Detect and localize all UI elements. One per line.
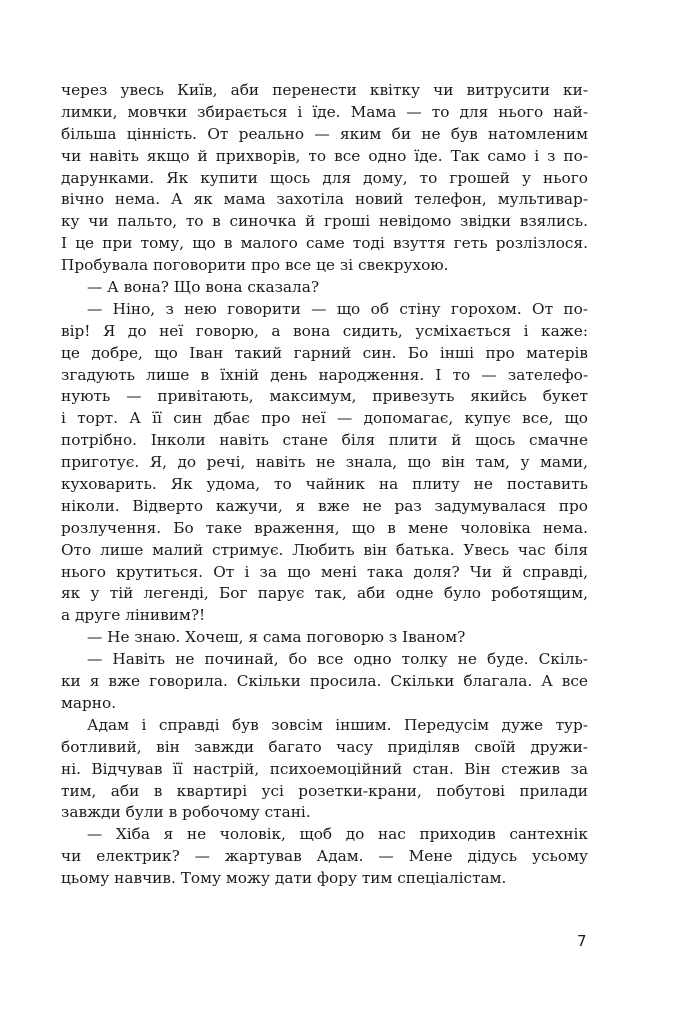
text-line: ки я вже говорила. Скільки просила. Скільки благала. А все	[61, 672, 588, 691]
text-line: як у тій легенді, Бог парує так, аби одне було роботящим,	[61, 584, 588, 603]
text-line: — Хіба я не чоловік, щоб до нас приходив сантехнік	[87, 825, 588, 844]
text-line: Адам і справді був зовсім іншим. Передусім дуже тур-	[87, 715, 588, 734]
text-line: чи навіть якщо й прихворів, то все одно їде. Так само і з по-	[61, 146, 588, 165]
text-line: куховарить. Як удома, то чайник на плиту не поставить	[61, 475, 588, 494]
text-line: марно.	[61, 693, 117, 712]
text-line: — Не знаю. Хочеш, я сама поговорю з Іваном?	[87, 628, 466, 647]
text-line: вічно нема. А як мама захотіла новий телефон, мультивар-	[61, 190, 588, 209]
text-line: більша цінність. От реально — яким би не був натомленим	[61, 124, 588, 143]
text-line: ку чи пальто, то в синочка й гроші невідомо звідки взялись.	[61, 212, 588, 231]
text-line: ні. Відчував її настрій, психоемоційний стан. Він стежив за	[61, 759, 588, 778]
text-line: І це при тому, що в малого саме тоді взуття геть розлізлося.	[61, 234, 588, 253]
text-line: Пробувала поговорити про все це зі свекрухою.	[61, 256, 449, 275]
text-line: чи електрик? — жартував Адам. — Мене дідусь усьому	[61, 847, 588, 866]
text-line: — Ніно, з нею говорити — що об стіну горохом. От по-	[87, 299, 588, 318]
text-line: через увесь Київ, аби перенести квітку чи витрусити ки-	[61, 81, 588, 99]
text-line: ніколи. Відверто кажучи, я вже не раз задумувалася про	[61, 496, 588, 515]
text-line: завжди були в робочому стані.	[61, 803, 311, 822]
text-line: вір! Я до неї говорю, а вона сидить, усміхається і каже:	[61, 321, 588, 340]
text-line: згадують лише в їхній день народження. І то — зателефо-	[61, 365, 588, 384]
text-line: нього крутиться. От і за що мені така доля? Чи й справді,	[61, 562, 588, 581]
text-line: ботливий, він завжди багато часу приділяв своїй дружи-	[61, 737, 588, 756]
text-line: це добре, що Іван такий гарний син. Бо інші про матерів	[61, 343, 588, 362]
page-number: 7	[577, 932, 587, 950]
text-line: а друге лінивим?!	[61, 606, 206, 625]
text-line: і торт. А її син дбає про неї — допомагає, купує все, що	[61, 409, 588, 428]
text-line: — А вона? Що вона сказала?	[87, 278, 320, 297]
text-line: тим, аби в квартирі усі розетки-крани, побутові прилади	[61, 781, 588, 800]
text-line: лимки, мовчки збирається і їде. Мама — то для нього най-	[61, 102, 588, 121]
text-line: дарунками. Як купити щось для дому, то грошей у нього	[61, 168, 588, 187]
book-page	[61, 80, 588, 890]
body-text	[61, 80, 588, 890]
text-line: приготує. Я, до речі, навіть не знала, що він там, у мами,	[61, 453, 588, 472]
text-line: нують — привітають, максимум, привезуть якийсь букет	[61, 387, 588, 406]
text-line: цьому навчив. Тому можу дати фору тим спеціалістам.	[61, 869, 507, 888]
text-line: Ото лише малий стримує. Любить він батька. Увесь час біля	[61, 540, 588, 559]
text-line: — Навіть не починай, бо все одно толку не буде. Скіль-	[87, 650, 588, 669]
text-line: потрібно. Інколи навіть стане біля плити й щось смачне	[61, 431, 588, 450]
text-line: розлучення. Бо таке враження, що в мене чоловіка нема.	[61, 518, 588, 537]
